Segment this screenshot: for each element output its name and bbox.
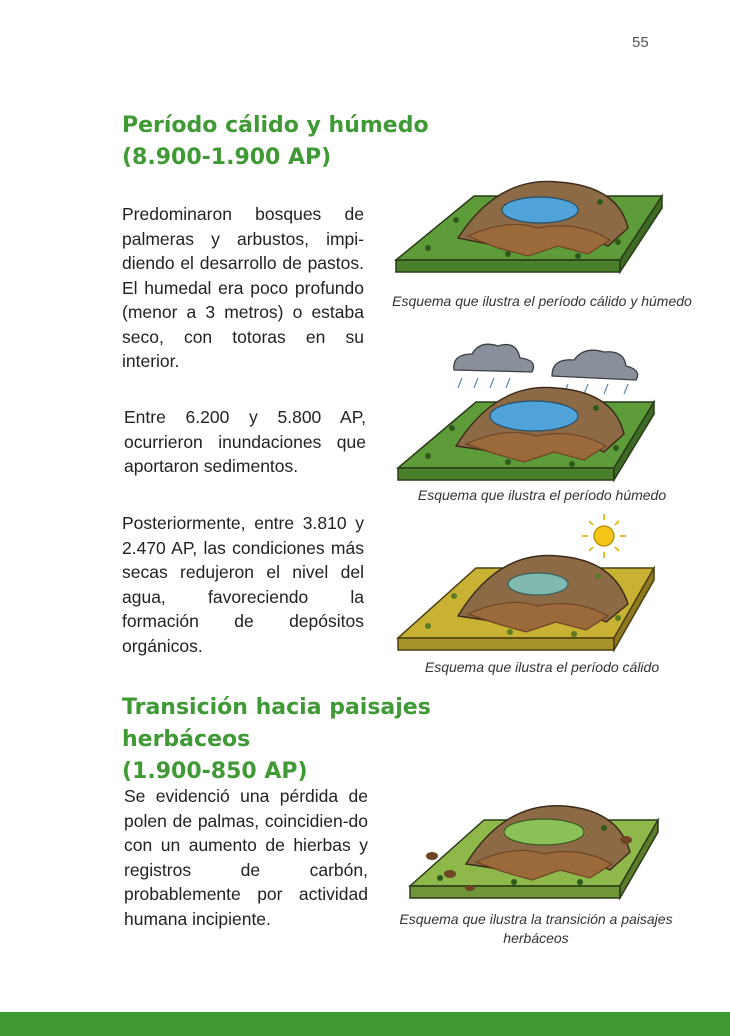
caption-warm-humid: Esquema que ilustra el período cálido y húmedo [392,293,692,309]
illustration-herbaceous-transition [404,790,664,905]
paragraph-pollen-loss: Se evidenció una pérdida de polen de palmas, coincidien-do con un aumento de hierbas y registros de carbón, probablemente por actividad humana incipiente. [124,786,368,929]
illustration-humid [392,336,662,486]
heading-line: Transición hacia paisajes herbáceos [122,695,431,752]
section-heading-warm-humid [122,110,542,174]
illustration-warm [392,508,662,656]
paragraph-drier-conditions: Posteriormente, entre 3.810 y 2.470 AP, las condiciones más secas redujeron el nivel del agua, favoreciendo la formación de depósitos orgánicos. [122,513,364,656]
sun-icon [582,514,626,558]
wetland-block-diagram-icon [392,336,662,486]
wetland-block-diagram-icon [404,790,664,905]
paragraph-floods: Entre 6.200 y 5.800 AP, ocurrieron inundaciones que aportaron sedimentos. [124,407,366,476]
wetland-block-diagram-icon [392,508,662,656]
footer-bar [0,1012,730,1036]
heading-line: Período cálido y húmedo [122,113,429,138]
section-heading-herbaceous-transition [122,692,542,788]
wetland-block-diagram-icon [388,168,668,283]
heading-line: (1.900-850 AP) [122,759,308,784]
caption-herbaceous-transition: Esquema que ilustra la transición a paisajes herbáceos [399,911,673,946]
caption-humid: Esquema que ilustra el período húmedo [417,487,667,503]
paragraph-vegetation: Predominaron bosques de palmeras y arbustos, impi-diendo el desarrollo de pastos. El humedal era poco profundo (menor a 3 metros) o estaba seco, con totoras en su interior. [122,204,364,371]
illustration-warm-humid [388,168,668,283]
page-number: 55 [632,34,649,51]
heading-line: (8.900-1.900 AP) [122,145,332,170]
caption-warm: Esquema que ilustra el período cálido [424,659,660,675]
